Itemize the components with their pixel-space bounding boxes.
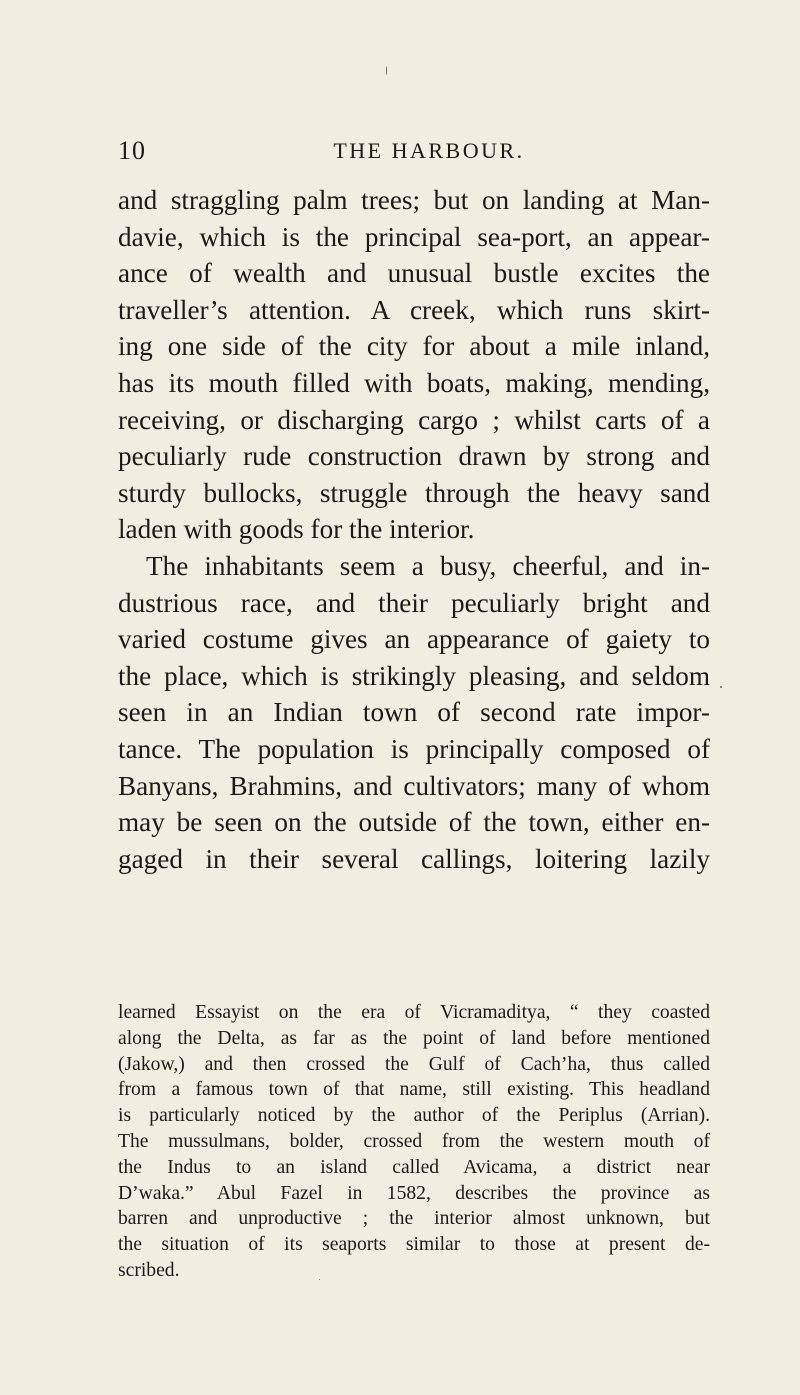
text-line: davie, which is the principal sea-port, an appear- — [118, 221, 710, 252]
text-line: peculiarly rude construction drawn by strong and — [118, 441, 710, 472]
paper-speck — [319, 1279, 320, 1280]
footnote-line: along the Delta, as far as the point of land before mentioned — [118, 1027, 710, 1049]
footnote-line: The mussulmans, bolder, crossed from the western mouth of — [118, 1130, 710, 1152]
text-line: sturdy bullocks, struggle through the heavy sand — [118, 477, 710, 508]
text-line: ance of wealth and unusual bustle excites the — [118, 258, 710, 289]
footnote-line: the Indus to an island called Avicama, a district near — [118, 1156, 710, 1178]
text-line: the place, which is strikingly pleasing, and seldom — [118, 660, 710, 691]
paper-speck — [386, 66, 387, 75]
footnote-line: barren and unproductive ; the interior almost unknown, but — [118, 1208, 710, 1230]
text-line: tance. The population is principally composed of — [118, 733, 710, 764]
text-line: gaged in their several callings, loitering lazily — [118, 843, 710, 874]
footnote-line: scribed. — [118, 1259, 180, 1281]
footnote-line: is particularly noticed by the author of the Periplus (Arrian). — [118, 1105, 710, 1127]
text-line: The inhabitants seem a busy, cheerful, and in- — [146, 550, 710, 581]
footnote-line: from a famous town of that name, still existing. This headland — [118, 1079, 710, 1101]
text-line: has its mouth filled with boats, making, mending, — [118, 367, 710, 398]
main-text — [118, 182, 710, 877]
footnote-line: (Jakow,) and then crossed the Gulf of Cach’ha, thus called — [118, 1053, 710, 1075]
paper-speck — [720, 686, 722, 688]
text-line: laden with goods for the interior. — [118, 514, 475, 545]
footnote — [118, 1000, 710, 1284]
page-header — [118, 136, 710, 170]
text-line: varied costume gives an appearance of gaiety to — [118, 624, 710, 655]
running-head: THE HARBOUR. — [333, 138, 525, 163]
text-line: seen in an Indian town of second rate impor- — [118, 697, 710, 728]
footnote-line: learned Essayist on the era of Vicramaditya, “ they coasted — [118, 1002, 710, 1023]
footnote-line: D’waka.” Abul Fazel in 1582, describes the province as — [118, 1182, 710, 1204]
text-line: dustrious race, and their peculiarly bright and — [118, 587, 710, 618]
text-line: traveller’s attention. A creek, which runs skirt- — [118, 294, 710, 325]
text-line: receiving, or discharging cargo ; whilst carts of a — [118, 404, 710, 435]
text-line: and straggling palm trees; but on landing at Man- — [118, 185, 710, 215]
page-number: 10 — [118, 136, 146, 165]
footnote-line: the situation of its seaports similar to those at present de- — [118, 1234, 710, 1256]
text-line: may be seen on the outside of the town, either en- — [118, 807, 710, 838]
text-line: ing one side of the city for about a mile inland, — [118, 331, 710, 362]
text-line: Banyans, Brahmins, and cultivators; many of whom — [118, 770, 710, 801]
